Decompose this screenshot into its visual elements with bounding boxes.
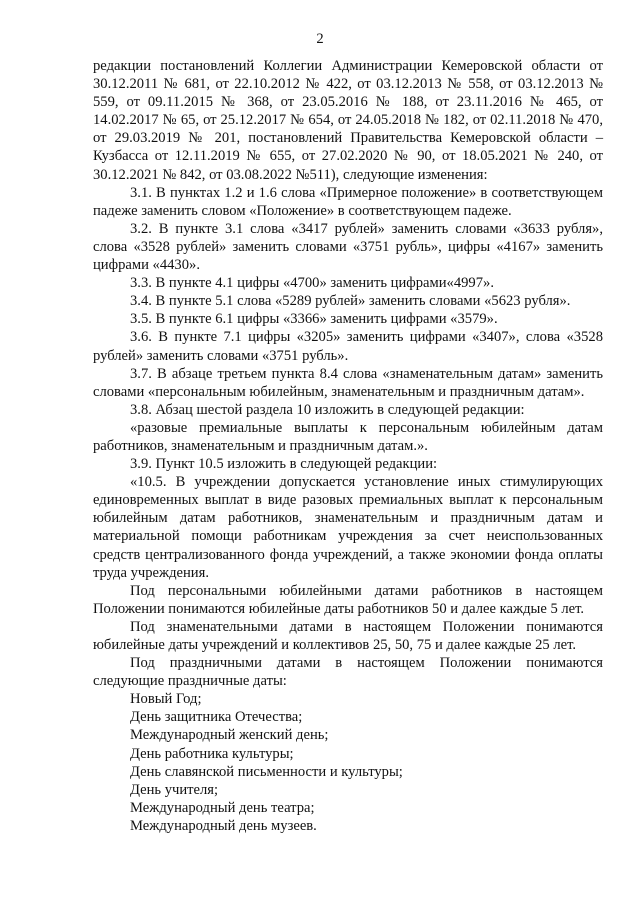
clause-3-5: 3.5. В пункте 6.1 цифры «3366» заменить цифрами «3579». — [130, 311, 498, 328]
list-item: День учителя; — [130, 781, 219, 798]
list-item: День славянской письменности и культуры; — [130, 763, 403, 780]
clause-3-4: 3.4. В пункте 5.1 слова «5289 рублей» заменить словами «5623 рубля». — [130, 293, 571, 310]
holiday-list — [93, 690, 603, 835]
clause-3-2: 3.2. В пункте 3.1 слова «3417 рублей» заменить словами «3633 рубля», слова «3528 рублей» заменить словами «3751 рубль», цифры «4167» заменить цифрами «4430». — [93, 220, 603, 274]
list-item: День работника культуры; — [130, 745, 294, 762]
holiday-dates-paragraph: Под праздничными датами в настоящем Положении понимаются следующие праздничные даты: — [93, 655, 603, 690]
clause-10-5: «10.5. В учреждении допускается установление иных стимулирующих единовременных выплат в виде разовых премиальных выплат к персональным юбилейным датам работников, знаменательным и праздничным датам и материальной помощи работникам учреждения за счет неиспользованных средств централизованного фонда учреждений, а также экономии фонда оплаты труда учреждения. — [93, 474, 603, 581]
list-item: Международный день музеев. — [130, 817, 317, 834]
clause-3-8-text: «разовые премиальные выплаты к персональным юбилейным датам работников, знаменательным и праздничным датам.». — [93, 419, 603, 454]
clause-3-9: 3.9. Пункт 10.5 изложить в следующей редакции: — [130, 456, 438, 473]
personal-dates-paragraph: Под персональными юбилейными датами работников в настоящем Положении понимаются юбилейные даты работников 50 и далее каждые 5 лет. — [93, 582, 603, 617]
list-item: День защитника Отечества; — [130, 709, 303, 726]
memorable-dates-paragraph: Под знаменательными датами в настоящем Положении понимаются юбилейные даты учреждений и коллективов 25, 50, 75 и далее каждые 25 лет. — [93, 618, 603, 653]
clause-3-8: 3.8. Абзац шестой раздела 10 изложить в следующей редакции: — [130, 401, 525, 418]
document-body — [93, 57, 603, 835]
clause-3-6: 3.6. В пункте 7.1 цифры «3205» заменить цифрами «3407», слова «3528 рублей» заменить словами «3751 рубль». — [93, 329, 603, 364]
clause-3-1: 3.1. В пунктах 1.2 и 1.6 слова «Примерное положение» в соответствующем падеже заменить словом «Положение» в соответствующем падеже. — [93, 184, 603, 219]
clause-3-7: 3.7. В абзаце третьем пункта 8.4 слова «знаменательным датам» заменить словами «персональным юбилейным, знаменательным и праздничным датам». — [93, 365, 603, 400]
list-item: Международный женский день; — [130, 727, 329, 744]
list-item: Международный день театра; — [130, 799, 315, 816]
page-number: 2 — [316, 31, 324, 47]
clause-3-3: 3.3. В пункте 4.1 цифры «4700» заменить цифрами«4997». — [130, 275, 494, 292]
intro-paragraph: редакции постановлений Коллегии Администрации Кемеровской области от 30.12.2011 № 681, от 22.10.2012 № 422, от 03.12.2013 № 558, от 03.12.2013 № 559, от 09.11.2015 № 368, от 23.05.2016 № 188, от 23.11.2016 № 465, от 14.02.2017 № 65, от 25.12.2017 № 654, от 24.05.2018 № 182, от 02.11.2018 № 470, от 29.03.2019 № 201, постановлений Правительства Кемеровской области – Кузбасса от 12.11.2019 № 655, от 27.02.2020 № 90, от 18.05.2021 № 240, от 30.12.2021 № 842, от 03.08.2022 №511), следующие изменения: — [93, 58, 603, 183]
list-item: Новый Год; — [130, 691, 202, 708]
